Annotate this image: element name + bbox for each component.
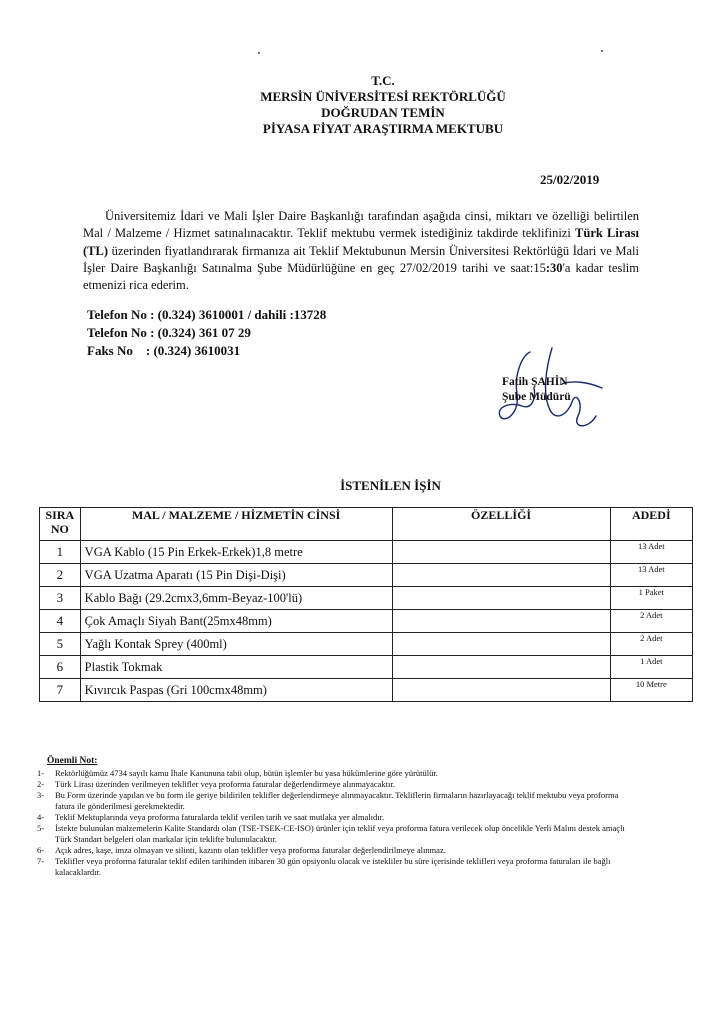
body-text-a: Üniversitemiz İdari ve Mali İşler Daire Başkanlığı tarafından aşağıda cinsi, miktarı ve özelliği belirtilen Mal / Malzeme / Hizmet satınalınacaktır. Teklif mektubu vermek istediğiniz takdirde teklifinizi: [83, 209, 639, 241]
table-row: [40, 564, 693, 587]
header-direct-procurement: DOĞRUDAN TEMİN: [321, 105, 445, 120]
row-ozellik: [392, 564, 610, 587]
note-item: [37, 856, 637, 878]
row-ozellik: [392, 541, 610, 564]
table-row: [40, 587, 693, 610]
header-adedi: ADEDİ: [610, 508, 692, 541]
table-header-row: [40, 508, 693, 541]
note-item: [37, 823, 637, 845]
header-sira-line2: NO: [50, 522, 69, 536]
important-notes: [37, 756, 637, 878]
letter-paragraph: [83, 208, 639, 294]
body-text-c: 'a kadar teslim etmenizi rica ederim.: [83, 260, 639, 293]
note-index: 6-: [37, 845, 45, 855]
row-no: 3: [40, 587, 81, 610]
note-text: Rektörlüğümüz 4734 sayılı kamu İhale Kanununa tabii olup, bütün işlemler bu yasa hükümlerine göre yürütülür.: [55, 768, 438, 778]
row-quantity: 13 Adet: [610, 564, 692, 587]
note-index: 7-: [37, 856, 45, 866]
header-cinsi: MAL / MALZEME / HİZMETİN CİNSİ: [80, 508, 392, 541]
note-text: Teklif Mektuplarında veya proforma faturalarda teklif verilen tarih ve saat mutlaka yer almalıdır.: [55, 812, 385, 822]
note-index: 5-: [37, 823, 45, 833]
row-quantity: 1 Adet: [610, 656, 692, 679]
row-quantity: 10 Metre: [610, 679, 692, 702]
table-row: [40, 656, 693, 679]
row-no: 5: [40, 633, 81, 656]
note-item: [37, 790, 637, 812]
row-ozellik: [392, 679, 610, 702]
note-text: Teklifler veya proforma faturalar teklif edilen tarihinden itibaren 30 gün opsiyonlu olacak ve istekliler bu süre içerisinde teklifleri veya proforma faturaları ile bağlı kalacaklardır.: [55, 856, 611, 877]
row-item-name: Kıvırcık Paspas (Gri 100cmx48mm): [80, 679, 392, 702]
row-ozellik: [392, 633, 610, 656]
row-item-name: Yağlı Kontak Sprey (400ml): [80, 633, 392, 656]
note-item: [37, 845, 637, 856]
note-item: [37, 768, 637, 779]
signatory-title: Şube Müdürü: [502, 391, 571, 403]
row-ozellik: [392, 656, 610, 679]
table-title: İSTENİLEN İŞİN: [340, 478, 441, 493]
row-no: 7: [40, 679, 81, 702]
row-no: 1: [40, 541, 81, 564]
row-ozellik: [392, 610, 610, 633]
table-row: [40, 679, 693, 702]
notes-title: Önemli Not:: [47, 756, 98, 766]
row-item-name: Kablo Bağı (29.2cmx3,6mm-Beyaz-100'lü): [80, 587, 392, 610]
note-text: İstekte bulunulan malzemelerin Kalite Standardı olan (TSE-TSEK-CE-ISO) ürünler için teklif veya proforma fatura verilecek olup öncelikle Yerli Malını destek amaçlı Türk Standart belgeleri olan markalar için teklifte bulunulacaktır.: [55, 823, 625, 844]
header-sira-line1: SIRA: [45, 508, 75, 522]
note-item: [37, 779, 637, 790]
row-quantity: 2 Adet: [610, 633, 692, 656]
note-index: 2-: [37, 779, 45, 789]
signatory-name: Fatih ŞAHİN: [502, 376, 568, 388]
header-sira: [40, 508, 81, 541]
signatory: [502, 375, 571, 405]
note-item: [37, 812, 637, 823]
row-quantity: 13 Adet: [610, 541, 692, 564]
note-text: Açık adres, kaşe, imza olmayan ve silinti, kazıntı olan teklifler veya proforma faturalar değerlendirilmeye alınmaz.: [55, 845, 446, 855]
time-bold: :30: [545, 260, 563, 275]
row-item-name: VGA Kablo (15 Pin Erkek-Erkek)1,8 metre: [80, 541, 392, 564]
scan-speck: [258, 52, 260, 54]
row-no: 6: [40, 656, 81, 679]
row-item-name: Çok Amaçlı Siyah Bant(25mx48mm): [80, 610, 392, 633]
body-text-b: üzerinden fiyatlandırarak firmanıza ait Teklif Mektubunun Mersin Üniversitesi Rektörlüğü İdari ve Mali İşler Daire Başkanlığı Satınalma Şube Müdürlüğüne en geç 27/02/2019 tarihi ve saat:15: [83, 243, 639, 275]
contact-phone-1: Telefon No : (0.324) 3610001 / dahili :13728: [87, 307, 327, 322]
note-index: 1-: [37, 768, 45, 778]
document-date: 25/02/2019: [540, 172, 600, 187]
table-row: [40, 541, 693, 564]
row-ozellik: [392, 587, 610, 610]
scan-speck: [601, 50, 603, 52]
currency-bold: Türk Lirası (TL): [83, 226, 639, 258]
note-index: 4-: [37, 812, 45, 822]
contact-block: [87, 306, 326, 360]
table-row: [40, 610, 693, 633]
note-text: Türk Lirası üzerinden verilmeyen teklifler veya proforma faturalar değerlendirmeye alınmayacaktır.: [55, 779, 395, 789]
row-item-name: Plastik Tokmak: [80, 656, 392, 679]
header-tc: T.C.: [371, 73, 395, 88]
header-letter-title: PİYASA FİYAT ARAŞTIRMA MEKTUBU: [262, 121, 504, 136]
note-index: 3-: [37, 790, 45, 800]
row-item-name: VGA Uzatma Aparatı (15 Pin Dişi-Dişi): [80, 564, 392, 587]
items-table: [39, 507, 693, 702]
row-no: 2: [40, 564, 81, 587]
contact-fax: Faks No : (0.324) 3610031: [87, 343, 241, 358]
letter-body: [83, 208, 639, 294]
row-no: 4: [40, 610, 81, 633]
contact-phone-2: Telefon No : (0.324) 361 07 29: [87, 325, 251, 340]
table-row: [40, 633, 693, 656]
header-university: MERSİN ÜNİVERSİTESİ REKTÖRLÜĞÜ: [260, 89, 506, 104]
header-ozellik: ÖZELLİĞİ: [392, 508, 610, 541]
row-quantity: 2 Adet: [610, 610, 692, 633]
document-header: [0, 73, 721, 137]
note-text: Bu Form üzerinde yapılan ve bu form ile geriye bildirilen teklifler değerlendirmeye alınmayacaktır. Tekliflerin firmaların hazırlayacağı teklif mektubu veya proforma fatura ile gönderilmesi gerekmektedir.: [55, 790, 619, 811]
row-quantity: 1 Paket: [610, 587, 692, 610]
